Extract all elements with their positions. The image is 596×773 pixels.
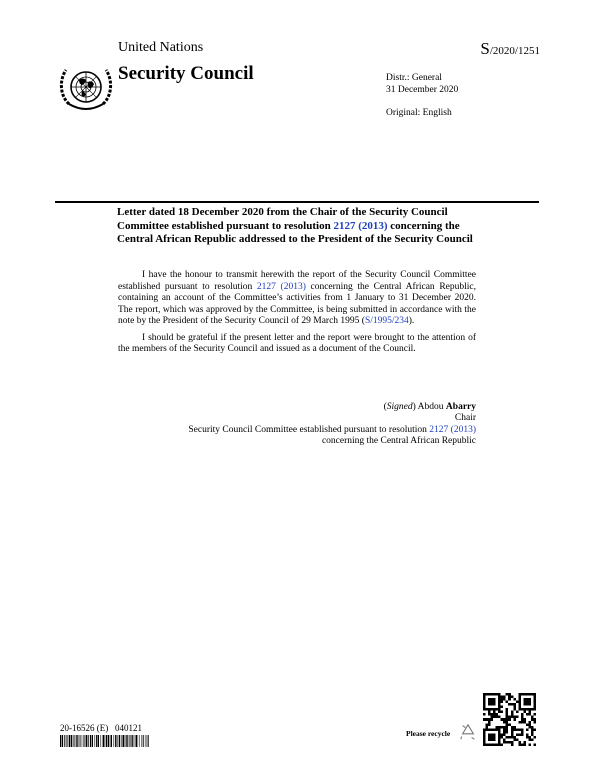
committee-text: Security Council Committee established pursuant to resolution [188,424,430,435]
recycle-notice: Please recycle [406,729,451,738]
original-language: Original: English [386,108,452,118]
document-symbol-prefix: S [480,39,490,58]
recycle-icon [459,723,477,741]
note-link[interactable]: S/1995/234 [364,316,409,326]
letter-title [117,206,497,247]
distribution: Distr.: General [386,73,442,83]
header-rule [55,201,539,203]
resolution-link[interactable]: 2127 (2013) [429,424,476,435]
job-number [60,723,142,733]
body-paragraph-2: I should be grateful if the present letter and the report were brought to the attention of the members of the Security Council and issued as a document of the Council. [118,332,476,354]
qr-code-icon [483,693,536,746]
signed-label: Signed [386,402,413,412]
doc-number: 20-16526 (E) [60,723,109,733]
title-text-b: concerning the Central African Republic addressed to the President of the Security Council [117,219,473,245]
resolution-link[interactable]: 2127 (2013) [256,281,306,292]
title-text-a: Letter dated 18 December 2020 from the Chair of the Security Council Committee established pursuant to resolution [117,206,448,232]
p1-text-c: ). [408,316,415,326]
letter-body [118,270,476,361]
signature-line: (Signed) Abdou Abarry [383,402,476,412]
document-symbol-number: /2020/1251 [489,45,540,57]
p1-text-a: I have the honour to transmit herewith the report of the Security Council Committee established pursuant to resolution [118,270,476,292]
committee-line-2: concerning the Central African Republic [321,435,476,446]
signature-block [118,402,476,447]
signer-first-name: Abdou [417,402,444,412]
signer-role: Chair [454,413,476,424]
un-emblem-icon [57,64,115,116]
barcode-icon [60,735,150,747]
distribution-block [386,72,458,96]
resolution-link[interactable]: 2127 (2013) [333,219,388,232]
document-symbol [480,39,540,59]
document-date: 31 December 2020 [386,85,459,95]
council-name: Security Council [118,63,254,84]
organization-name: United Nations [118,40,204,55]
p1-text-b: concerning the Central African Republic, containing an account of the Committee’s activities from 1 January to 31 December 2020. The report, which was approved by the Committee, is being submitted in accordance with the note by the President of the Security Council of 29 March 1995 ( [118,281,476,326]
signer-last-name: Abarry [445,402,476,412]
body-paragraph-1 [118,270,476,328]
committee-line [118,425,476,436]
job-date: 040121 [115,723,142,733]
